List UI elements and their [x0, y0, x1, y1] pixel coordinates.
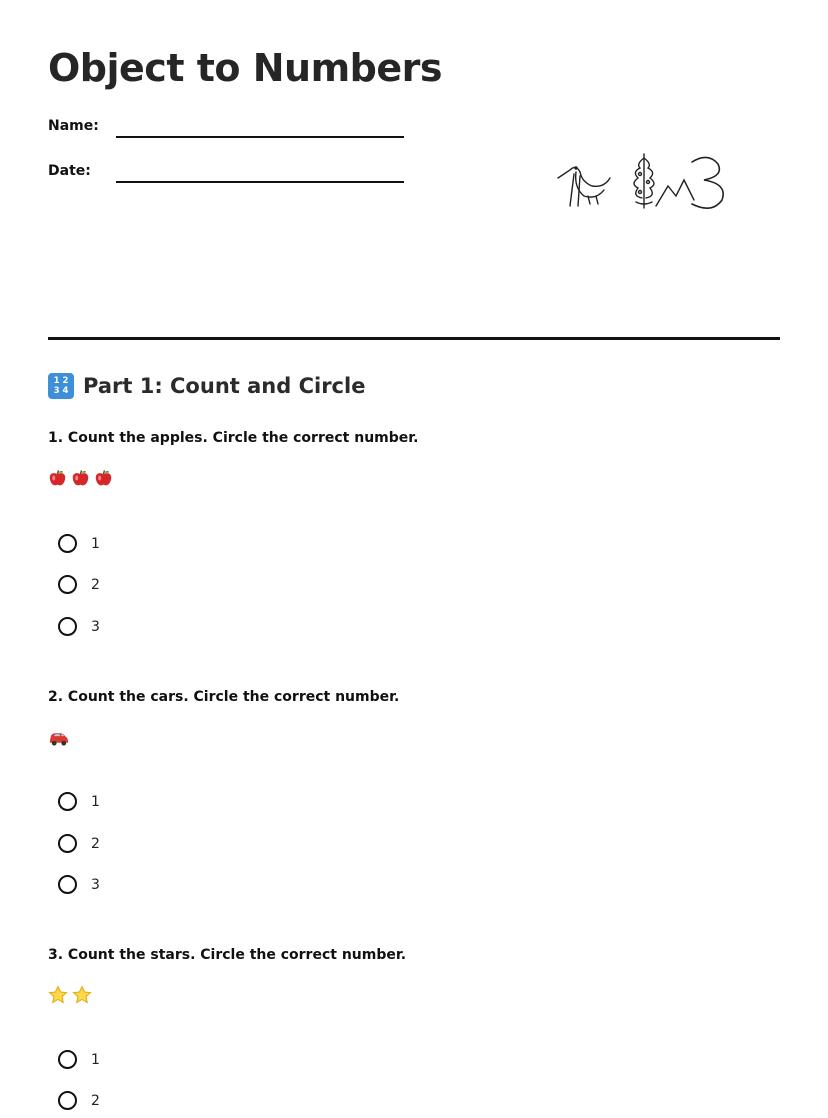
- name-label: Name:: [48, 118, 99, 134]
- answer-option[interactable]: [58, 792, 100, 811]
- star-icon: [48, 985, 68, 1005]
- question-prompt: 1. Count the apples. Circle the correct number.: [48, 430, 419, 446]
- name-line[interactable]: [116, 136, 404, 138]
- option-label: 2: [91, 576, 100, 593]
- apple-icon: [71, 468, 90, 488]
- radio-circle[interactable]: [58, 875, 77, 894]
- date-line[interactable]: [116, 181, 404, 183]
- question-objects: [48, 985, 92, 1005]
- answer-option[interactable]: [58, 1091, 100, 1110]
- date-label: Date:: [48, 163, 91, 179]
- bird-icon: [558, 167, 610, 206]
- page-title: Object to Numbers: [48, 46, 443, 90]
- option-label: 1: [91, 535, 100, 552]
- radio-circle[interactable]: [58, 834, 77, 853]
- tree-icon: [634, 154, 654, 208]
- option-label: 1: [91, 1051, 100, 1068]
- question-objects: [48, 468, 113, 488]
- answer-option[interactable]: [58, 875, 100, 894]
- mountain-icon: [656, 180, 694, 206]
- question-prompt: 2. Count the cars. Circle the correct number.: [48, 689, 400, 705]
- apple-icon: [48, 468, 67, 488]
- answer-option[interactable]: [58, 534, 100, 553]
- option-label: 2: [91, 835, 100, 852]
- radio-circle[interactable]: [58, 617, 77, 636]
- star-icon: [72, 985, 92, 1005]
- section-heading: [48, 373, 365, 399]
- radio-circle[interactable]: [58, 1050, 77, 1069]
- option-label: 3: [91, 618, 100, 635]
- answer-option[interactable]: [58, 834, 100, 853]
- input-numbers-icon: 1 2 3 4: [48, 373, 74, 399]
- counting-illustration: [552, 150, 728, 214]
- radio-circle[interactable]: [58, 792, 77, 811]
- car-icon: [48, 729, 69, 747]
- option-label: 1: [91, 793, 100, 810]
- option-label: 2: [91, 1092, 100, 1109]
- apple-icon: [94, 468, 113, 488]
- section-title: Part 1: Count and Circle: [83, 374, 366, 398]
- number-three-icon: [692, 157, 723, 208]
- answer-option[interactable]: [58, 575, 100, 594]
- radio-circle[interactable]: [58, 1091, 77, 1110]
- answer-option[interactable]: [58, 617, 100, 636]
- section-divider: [48, 337, 780, 340]
- radio-circle[interactable]: [58, 575, 77, 594]
- question-prompt: 3. Count the stars. Circle the correct number.: [48, 947, 407, 963]
- question-objects: [48, 728, 69, 748]
- option-label: 3: [91, 876, 100, 893]
- radio-circle[interactable]: [58, 534, 77, 553]
- answer-option[interactable]: [58, 1050, 100, 1069]
